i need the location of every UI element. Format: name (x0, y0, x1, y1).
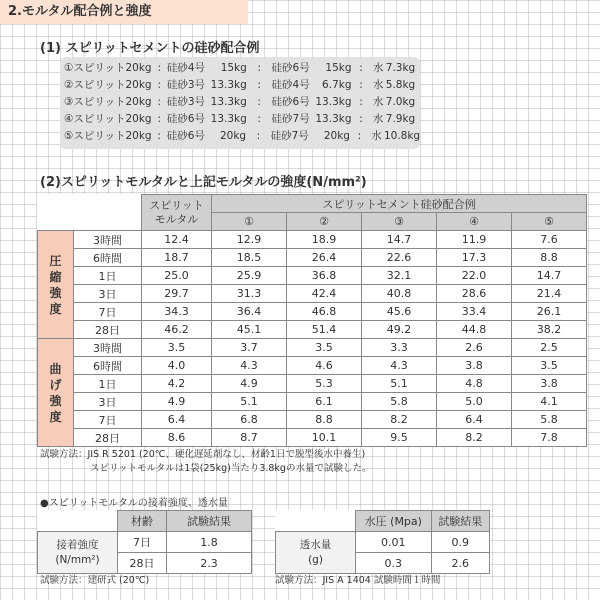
value-cell: 5.8 (362, 393, 437, 411)
mix-amount-b: 15kg (325, 62, 352, 74)
value-cell: 3.8 (512, 375, 587, 393)
value-cell: 3.5 (142, 339, 212, 357)
table-row (38, 231, 587, 249)
table-row (38, 267, 587, 285)
col-mix-2: ② (287, 213, 362, 231)
value-cell: 25.9 (212, 267, 287, 285)
mix-sand-b: 硅砂6号 (271, 62, 310, 74)
mix-cement: ①スピリット20kg (64, 62, 152, 74)
age-cell: 6時間 (74, 357, 142, 375)
value-cell: 18.5 (212, 249, 287, 267)
mix-water: 7.3kg (385, 62, 416, 74)
mix-cement: ③スピリット20kg (64, 96, 152, 108)
value-cell: 36.8 (287, 267, 362, 285)
mix-amount-b: 13.3kg (315, 113, 352, 125)
age-cell: 7日 (74, 303, 142, 321)
age-cell: 7日 (74, 411, 142, 429)
value-cell: 36.4 (212, 303, 287, 321)
mix-sand-a: 硅砂3号 (166, 96, 206, 108)
separator: : (359, 62, 363, 74)
mix-amount-b: 6.7kg (322, 79, 352, 91)
mix-water: 7.0kg (385, 96, 416, 108)
value-cell: 14.7 (512, 267, 587, 285)
value-cell: 2.5 (512, 339, 587, 357)
value-cell: 18.9 (287, 231, 362, 249)
mix-row (64, 128, 420, 145)
value-cell: 4.6 (287, 357, 362, 375)
value-cell: 46.8 (287, 303, 362, 321)
separator: : (359, 79, 363, 91)
mix-amount-a: 15kg (220, 62, 247, 74)
age-cell: 6時間 (74, 249, 142, 267)
value-cell: 8.6 (142, 429, 212, 447)
table-row (38, 393, 587, 411)
header-cell: 水圧 (Mpa) (356, 511, 432, 532)
mix-list (60, 57, 420, 149)
table-row (38, 285, 587, 303)
separator: : (257, 79, 261, 91)
value-cell: 3.5 (512, 357, 587, 375)
result-cell: 2.6 (431, 553, 489, 574)
separator: : (157, 62, 161, 74)
value-cell: 6.1 (287, 393, 362, 411)
value-cell: 3.8 (437, 357, 512, 375)
mix-row (64, 77, 420, 94)
table-row (38, 357, 587, 375)
col-mix-3: ③ (362, 213, 437, 231)
mix-sand-b: 硅砂7号 (270, 130, 309, 142)
value-cell: 12.4 (142, 231, 212, 249)
value-cell: 4.3 (362, 357, 437, 375)
value-cell: 8.2 (362, 411, 437, 429)
value-cell: 10.1 (287, 429, 362, 447)
value-cell: 26.4 (287, 249, 362, 267)
separator: : (257, 62, 261, 74)
value-cell: 46.2 (142, 321, 212, 339)
value-cell: 4.3 (212, 357, 287, 375)
col-mix-group: スピリットセメント硅砂配合例 (212, 195, 587, 213)
mix-water: 10.8kg (383, 130, 421, 142)
value-cell: 5.1 (212, 393, 287, 411)
age-cell: 1日 (74, 375, 142, 393)
mix-sand-a: 硅砂3号 (166, 79, 206, 91)
mix-water: 5.8kg (385, 79, 416, 91)
mix-row (64, 94, 420, 111)
value-cell: 6.4 (142, 411, 212, 429)
mix-amount-b: 20kg (323, 130, 350, 142)
table-row (38, 339, 587, 357)
strength-heading: (2)スピリットモルタルと上記モルタルの強度(N/mm²) (40, 175, 367, 190)
value-cell: 8.8 (512, 249, 587, 267)
mix-water-label: 水 (372, 62, 384, 74)
value-cell: 25.0 (142, 267, 212, 285)
value-cell: 5.1 (362, 375, 437, 393)
param-cell: 0.01 (356, 532, 432, 553)
value-cell: 40.8 (362, 285, 437, 303)
section-title: 2.モルタル配合例と強度 (0, 0, 248, 24)
mix-heading: (1) スピリットセメントの硅砂配合例 (40, 41, 260, 56)
value-cell: 18.7 (142, 249, 212, 267)
permeability-note: 試験方法：JIS A 1404 試験時間１時間 (275, 575, 441, 586)
mix-water-label: 水 (372, 113, 384, 125)
value-cell: 4.8 (437, 375, 512, 393)
table-row (276, 532, 490, 553)
value-cell: 5.8 (512, 411, 587, 429)
mix-amount-a: 20kg (219, 130, 247, 142)
mix-sand-b: 硅砂4号 (271, 79, 310, 91)
corner-cell (276, 511, 356, 532)
result-cell: 2.3 (167, 553, 252, 574)
mix-water-label: 水 (372, 79, 384, 91)
header-cell: 試験結果 (431, 511, 489, 532)
value-cell: 11.9 (437, 231, 512, 249)
mix-cement: ⑤スピリット20kg (64, 130, 152, 142)
mix-cement: ④スピリット20kg (64, 113, 152, 125)
separator: : (157, 130, 161, 142)
strength-note-2: スピリットモルタルは1袋(25kg)当たり3.8kgの水量で試験した。 (90, 463, 372, 474)
age-cell: 3時間 (74, 339, 142, 357)
value-cell: 4.9 (142, 393, 212, 411)
value-cell: 22.6 (362, 249, 437, 267)
value-cell: 42.4 (287, 285, 362, 303)
mix-water: 7.9kg (385, 113, 416, 125)
value-cell: 45.6 (362, 303, 437, 321)
table-row (38, 532, 252, 553)
corner-cell (38, 511, 118, 532)
value-cell: 17.3 (437, 249, 512, 267)
strength-note-1: 試験方法：JIS R 5201 (20℃、硬化遅延剤なし、材齢1日で脱型後水中養生) (40, 449, 366, 460)
separator: : (257, 96, 261, 108)
value-cell: 29.7 (142, 285, 212, 303)
mix-sand-b: 硅砂7号 (271, 113, 310, 125)
mix-amount-a: 13.3kg (210, 113, 247, 125)
mix-row (64, 60, 420, 77)
value-cell: 34.3 (142, 303, 212, 321)
separator: : (359, 113, 363, 125)
result-cell: 1.8 (167, 532, 252, 553)
value-cell: 9.5 (362, 429, 437, 447)
value-cell: 4.1 (512, 393, 587, 411)
table-row (38, 429, 587, 447)
value-cell: 7.8 (512, 429, 587, 447)
mix-sand-b: 硅砂6号 (271, 96, 310, 108)
value-cell: 49.2 (362, 321, 437, 339)
separator: : (357, 130, 362, 142)
strength-table (37, 194, 587, 447)
age-cell: 3時間 (74, 231, 142, 249)
value-cell: 3.7 (212, 339, 287, 357)
value-cell: 2.6 (437, 339, 512, 357)
age-cell: 28日 (74, 321, 142, 339)
mix-sand-a: 硅砂6号 (166, 130, 205, 142)
separator: : (359, 96, 363, 108)
value-cell: 51.4 (287, 321, 362, 339)
value-cell: 7.6 (512, 231, 587, 249)
param-cell: 0.3 (356, 553, 432, 574)
value-cell: 5.3 (287, 375, 362, 393)
value-cell: 38.2 (512, 321, 587, 339)
table-row (38, 249, 587, 267)
table-row (38, 375, 587, 393)
header-row (38, 195, 587, 213)
value-cell: 12.9 (212, 231, 287, 249)
mix-amount-a: 13.3kg (210, 96, 247, 108)
value-cell: 26.1 (512, 303, 587, 321)
value-cell: 44.8 (437, 321, 512, 339)
age-cell: 28日 (74, 429, 142, 447)
bond-table (37, 510, 252, 574)
bond-note: 試験方法：建研式 (20℃) (40, 575, 150, 586)
mix-water-label: 水 (372, 96, 384, 108)
mix-cement: ②スピリット20kg (64, 79, 152, 91)
value-cell: 28.6 (437, 285, 512, 303)
value-cell: 4.0 (142, 357, 212, 375)
mix-amount-b: 13.3kg (315, 96, 352, 108)
value-cell: 32.1 (362, 267, 437, 285)
value-cell: 8.8 (287, 411, 362, 429)
value-cell: 8.7 (212, 429, 287, 447)
age-cell: 1日 (74, 267, 142, 285)
param-cell: 28日 (118, 553, 167, 574)
mix-sand-a: 硅砂6号 (166, 113, 206, 125)
col-spirit-mortar: スピリット モルタル (142, 195, 212, 231)
header-cell: 試験結果 (167, 511, 252, 532)
separator: : (257, 113, 261, 125)
value-cell: 21.4 (512, 285, 587, 303)
age-cell: 3日 (74, 393, 142, 411)
value-cell: 33.4 (437, 303, 512, 321)
value-cell: 31.3 (212, 285, 287, 303)
col-mix-4: ④ (437, 213, 512, 231)
group-label: 圧 縮 強 度 (38, 231, 74, 339)
value-cell: 3.3 (362, 339, 437, 357)
value-cell: 22.0 (437, 267, 512, 285)
col-mix-1: ① (212, 213, 287, 231)
bond-heading: ●スピリットモルタルの接着強度、透水量 (40, 498, 228, 509)
mix-amount-a: 13.3kg (210, 79, 247, 91)
value-cell: 3.5 (287, 339, 362, 357)
header-row (276, 511, 490, 532)
value-cell: 5.0 (437, 393, 512, 411)
separator: : (157, 113, 161, 125)
table-row (38, 303, 587, 321)
age-cell: 3日 (74, 285, 142, 303)
mix-water-label: 水 (371, 130, 382, 142)
separator: : (256, 130, 261, 142)
separator: : (157, 96, 161, 108)
col-mix-5: ⑤ (512, 213, 587, 231)
table-row (38, 411, 587, 429)
value-cell: 4.9 (212, 375, 287, 393)
group-label: 曲 げ 強 度 (38, 339, 74, 447)
header-row (38, 511, 252, 532)
result-cell: 0.9 (431, 532, 489, 553)
value-cell: 6.8 (212, 411, 287, 429)
value-cell: 4.2 (142, 375, 212, 393)
value-cell: 14.7 (362, 231, 437, 249)
separator: : (157, 79, 161, 91)
header-cell: 材齢 (118, 511, 167, 532)
permeability-table (275, 510, 490, 574)
row-label: 接着強度 (N/mm²) (38, 532, 118, 574)
mix-sand-a: 硅砂4号 (166, 62, 206, 74)
table-row (38, 321, 587, 339)
mix-row (64, 111, 420, 128)
value-cell: 45.1 (212, 321, 287, 339)
row-label: 透水量 (g) (276, 532, 356, 574)
value-cell: 6.4 (437, 411, 512, 429)
value-cell: 8.2 (437, 429, 512, 447)
param-cell: 7日 (118, 532, 167, 553)
corner-cell (38, 195, 142, 231)
